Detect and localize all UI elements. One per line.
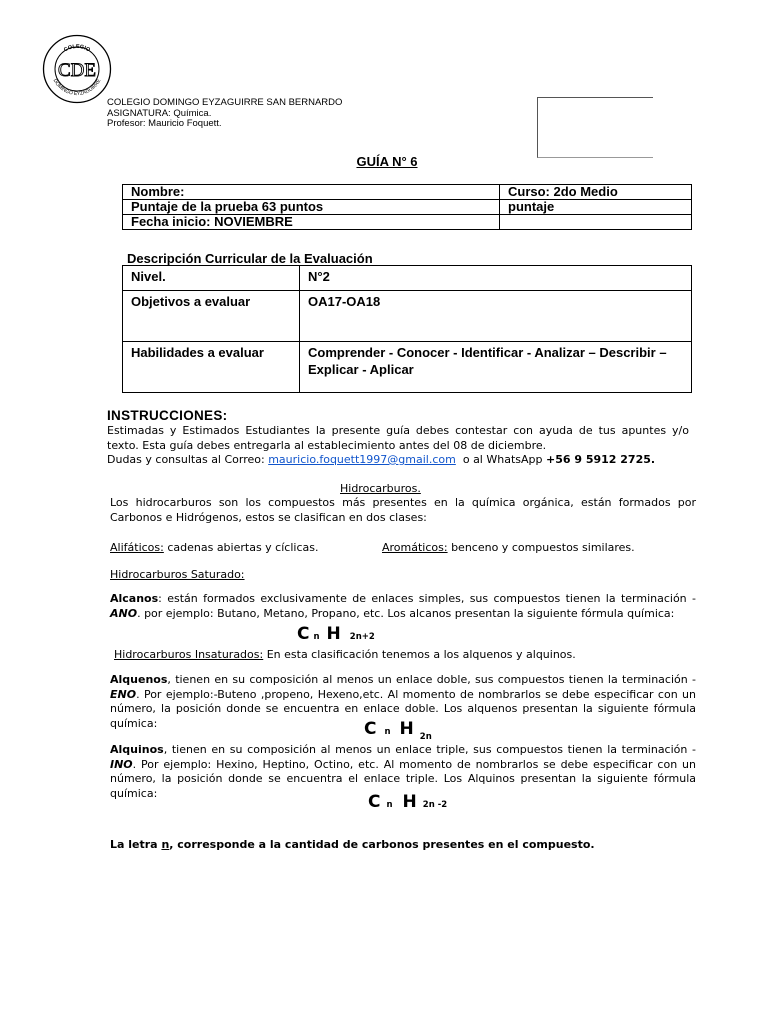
alkynes-text-b: . Por ejemplo: Hexino, Heptino, Octino, etc. Al momento de nombrarlos se debe especificar con un número, la posición donde se encuentra el enlace triple. Los Alquinos presentan la siguiente fórmula química: [110, 757, 696, 800]
aromatic-label: Aromáticos: [382, 541, 448, 554]
svg-text:COLEGIO [63, 44, 92, 54]
eval-row-skills [123, 342, 692, 393]
school-header [107, 98, 342, 130]
note-b: , corresponde a la cantidad de carbonos presentes en el compuesto. [169, 838, 595, 851]
name-field[interactable]: Nombre: [123, 185, 500, 200]
level-label: Nivel. [123, 266, 300, 291]
objectives-value: OA17-OA18 [300, 291, 692, 342]
alkyne-formula [368, 792, 447, 812]
unsaturated-text: En esta clasificación tenemos a los alquenos y alquinos. [263, 648, 576, 661]
alkynes-text-a: , tienen en su composición al menos un enlace triple, sus compuestos tienen la terminación - [163, 743, 696, 756]
alkenes-text-b: . Por ejemplo:-Buteno ,propeno, Hexeno,etc. Al momento de nombrarlos se debe especificar con un número, la posición donde se encuentra en enlace doble. Los alquenos presentan la siguiente fórmula química: [110, 687, 696, 730]
objectives-label: Objetivos a evaluar [123, 291, 300, 342]
instructions-title [107, 408, 227, 423]
empty-cell [500, 215, 692, 230]
eval-row-objectives [123, 291, 692, 342]
skills-value: Comprender - Conocer - Identificar - Analizar – Describir – Explicar - Aplicar [300, 342, 692, 393]
formula-c: C [297, 624, 310, 644]
alkanes-ending: ANO [110, 606, 138, 620]
alkenes-text-a: , tienen en su composición al menos un enlace doble, sus compuestos tienen la terminación - [167, 673, 696, 686]
guide-title: GUÍA N° 6 [356, 154, 418, 169]
alkanes-label: Alcanos [110, 592, 159, 605]
school-logo [42, 34, 112, 104]
teacher-line: Profesor: Mauricio Foquett. [107, 118, 222, 129]
eval-row-level [123, 266, 692, 291]
intro-paragraph: Los hidrocarburos son los compuestos más presentes en la química orgánica, están formados por Carbonos e Hidrógenos, estos se clasifican en dos clases: [110, 496, 696, 524]
level-value: N°2 [300, 266, 692, 291]
whatsapp-number: +56 9 5912 2725. [545, 453, 656, 466]
saturated-title: Hidrocarburos Saturado: [110, 568, 245, 581]
logo-top-text: COLEGIO [63, 43, 91, 54]
skills-label: Habilidades a evaluar [123, 342, 300, 393]
aliphatic-line [110, 541, 318, 554]
formula-sub: 2n+2 [349, 632, 375, 642]
info-row-date [123, 215, 692, 230]
info-row-name [123, 185, 692, 200]
formula-n: n [384, 727, 391, 737]
instructions-text: Estimadas y Estimados Estudiantes la presente guía debes contestar con ayuda de tus apuntes y/o texto. Esta guía debes entregarla al establecimiento antes del 08 de diciembre. [107, 424, 689, 452]
formula-h: H [326, 624, 341, 644]
student-info-table [122, 184, 692, 230]
alkanes-paragraph [110, 592, 696, 621]
note-line [110, 838, 595, 851]
instructions-title-text: INSTRUCCIONES [107, 408, 223, 423]
note-a: La letra [110, 838, 162, 851]
instructions-body [107, 424, 689, 468]
logo-initials: CDE [58, 60, 96, 81]
grade-box [537, 97, 653, 158]
test-score-label: Puntaje de la prueba 63 puntos [123, 200, 500, 215]
unsaturated-title: Hidrocarburos Insaturados: [114, 648, 264, 661]
whatsapp-prefix: o al WhatsApp [455, 453, 546, 466]
formula-h: H [399, 719, 414, 739]
formula-n: n [386, 800, 393, 810]
alkanes-text-b: . por ejemplo: Butano, Metano, Propano, etc. Los alcanos presentan la siguiente fórmula química: [137, 606, 675, 620]
start-date-label: Fecha inicio: NOVIEMBRE [123, 215, 500, 230]
note-n: n [161, 838, 170, 851]
evaluation-table [122, 265, 692, 393]
alkane-formula [297, 624, 375, 644]
aromatic-text: benceno y compuestos similares. [447, 541, 635, 554]
formula-n: n [313, 632, 320, 642]
alkynes-label: Alquinos [110, 743, 164, 756]
score-field[interactable]: puntaje [500, 200, 692, 215]
alkenes-label: Alquenos [110, 673, 168, 686]
course-field: Curso: 2do Medio [500, 185, 692, 200]
section-title: Hidrocarburos. [340, 482, 421, 495]
email-link[interactable]: mauricio.foquett1997@gmail.com [268, 453, 456, 466]
formula-c: C [368, 792, 381, 812]
subject-line: ASIGNATURA: Química. [107, 107, 212, 119]
evaluation-caption: Descripción Curricular de la Evaluación [127, 251, 373, 266]
alkynes-ending: INO [110, 757, 133, 771]
alkanes-text-a: : están formados exclusivamente de enlaces simples, sus compuestos tienen la terminación - [158, 592, 696, 605]
formula-c: C [364, 719, 377, 739]
info-row-score [123, 200, 692, 215]
unsaturated-line [114, 648, 576, 661]
aliphatic-text: cadenas abiertas y cíclicas. [163, 541, 319, 554]
logo-bottom-text: DOMINGO EYZAGUIRRE [51, 78, 103, 98]
instructions-title-colon: : [222, 408, 228, 423]
formula-sub: 2n [419, 732, 432, 742]
alkenes-ending: ENO [110, 687, 137, 701]
aliphatic-label: Alifáticos: [110, 541, 164, 554]
formula-h: H [402, 792, 417, 812]
alkene-formula [364, 719, 432, 742]
aromatic-line [382, 541, 635, 554]
school-name: COLEGIO DOMINGO EYZAGUIRRE SAN BERNARDO [107, 97, 343, 108]
contact-prefix: Dudas y consultas al Correo: [107, 453, 269, 466]
formula-sub: 2n -2 [422, 800, 448, 810]
